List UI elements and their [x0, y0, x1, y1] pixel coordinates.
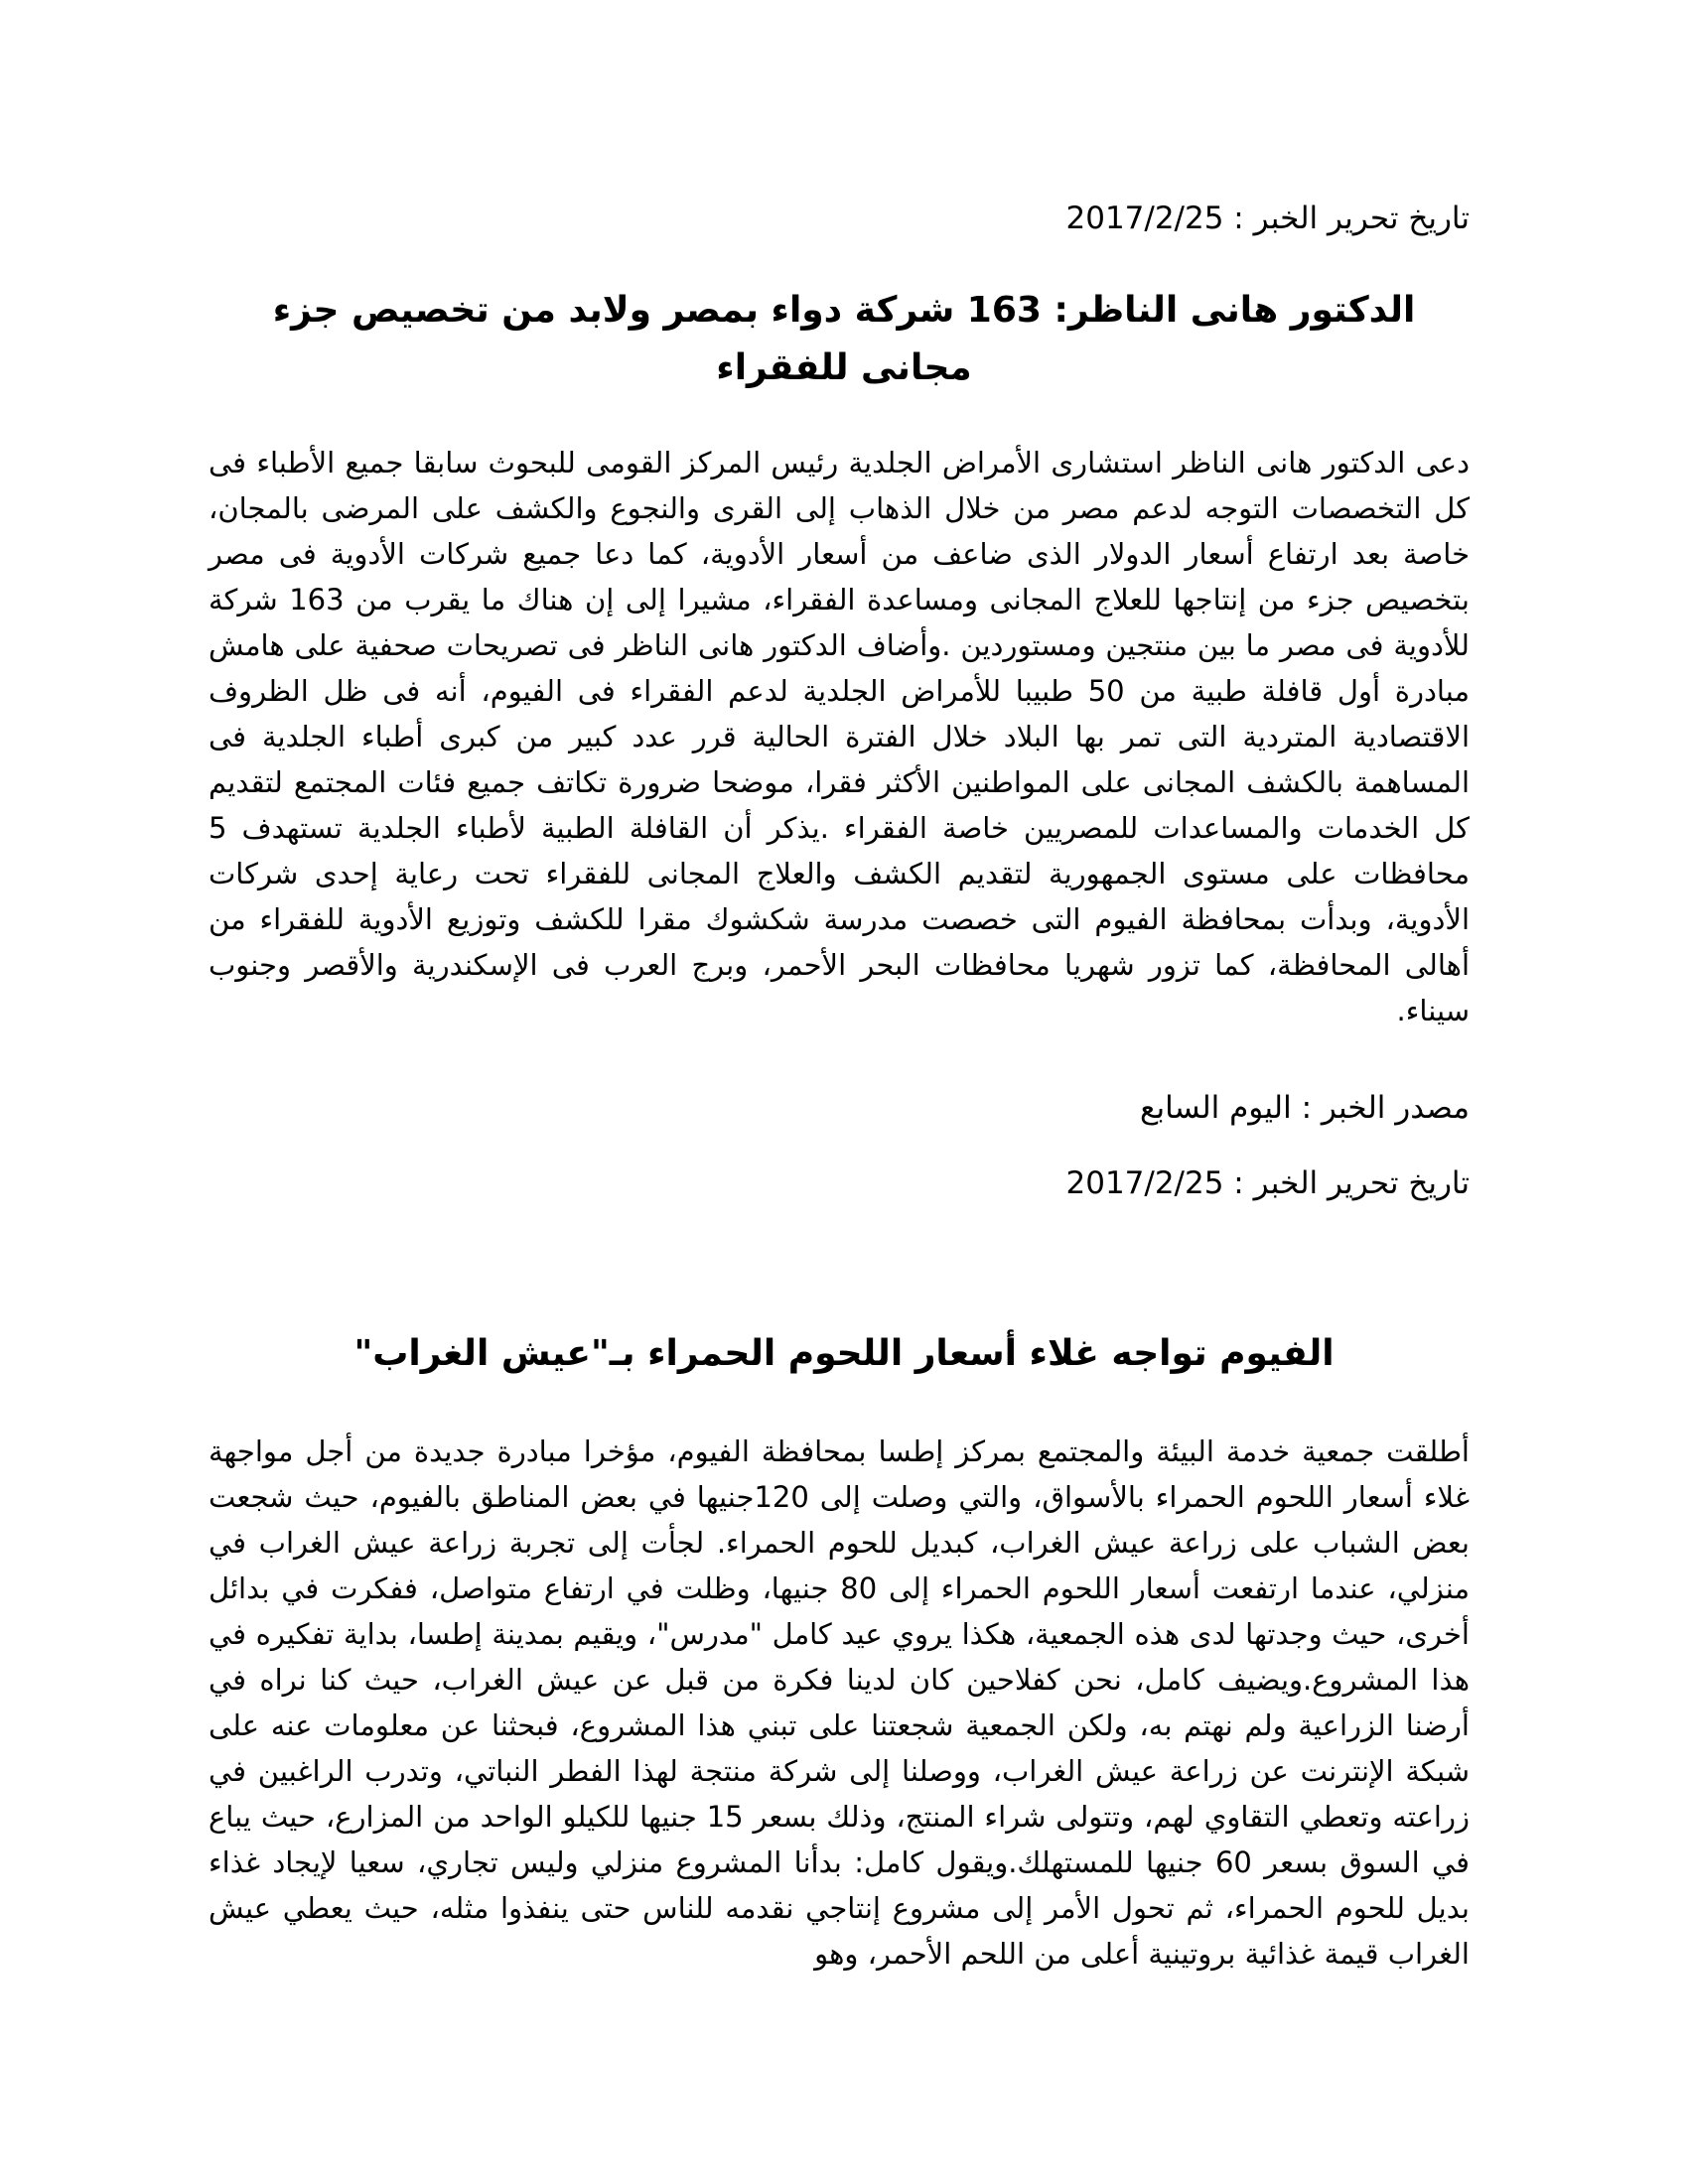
article1-source-line: مصدر الخبر : اليوم السابع — [1139, 1090, 1470, 1126]
article2-body: أطلقت جمعية خدمة البيئة والمجتمع بمركز إطسا بمحافظة الفيوم، مؤخرا مبادرة جديدة من أجل مواجهة غلاء أسعار اللحوم الحمراء بالأسواق، والتي وصلت إلى 120جنيها في بعض المناطق بالفيوم، حيث شجعت بعض الشباب على زراعة عيش الغراب، كبديل للحوم الحمراء. لجأت إلى تجربة زراعة عيش الغراب في منزلي، عندما ارتفعت أسعار اللحوم الحمراء إلى 80 جنيها، وظلت في ارتفاع متواصل، ففكرت في بدائل أخرى، حيث وجدتها لدى هذه الجمعية، هكذا يروي عيد كامل "مدرس"، ويقيم بمدينة إطسا، بداية تفكيره في هذا المشروع.ويضيف كامل، نحن كفلاحين كان لدينا فكرة من قبل عن عيش الغراب، حيث كنا نراه في أرضنا الزراعية ولم نهتم به، ولكن الجمعية شجعتنا على تبني هذا المشروع، فبحثنا عن معلومات عنه على شبكة الإنترنت عن زراعة عيش الغراب، ووصلنا إلى شركة منتجة لهذا الفطر النباتي، وتدرب الراغبين في زراعته وتعطي التقاوي لهم، وتتولى شراء المنتج، وذلك بسعر 15 جنيها للكيلو الواحد من المزارع، حيث يباع في السوق بسعر 60 جنيها للمستهلك.ويقول كامل: بدأنا المشروع منزلي وليس تجاري، سعيا لإيجاد غذاء بديل للحوم الحمراء، ثم تحول الأمر إلى مشروع إنتاجي نقدمه للناس حتى ينفذوا مثله، حيث يعطي عيش الغراب قيمة غذائية بروتينية أعلى من اللحم الأحمر، وهو — [209, 1434, 1470, 1971]
article1-title: الدكتور هانى الناظر: 163 شركة دواء بمصر ولابد من تخصيص جزء مجانى للفقراء — [272, 290, 1416, 388]
article2-title: الفيوم تواجه غلاء أسعار اللحوم الحمراء بـ"عيش الغراب" — [353, 1333, 1335, 1374]
article1-body: دعى الدكتور هانى الناظر استشارى الأمراض الجلدية رئيس المركز القومى للبحوث سابقا جميع الأطباء فى كل التخصصات التوجه لدعم مصر من خلال الذهاب إلى القرى والنجوع والكشف على المرضى بالمجان، خاصة بعد ارتفاع أسعار الدولار الذى ضاعف من أسعار الأدوية، كما دعا جميع شركات الأدوية فى مصر بتخصيص جزء من إنتاجها للعلاج المجانى ومساعدة الفقراء، مشيرا إلى إن هناك ما يقرب من 163 شركة للأدوية فى مصر ما بين منتجين ومستوردين .وأضاف الدكتور هانى الناظر فى تصريحات صحفية على هامش مبادرة أول قافلة طبية من 50 طبيبا للأمراض الجلدية لدعم الفقراء فى الفيوم، أنه فى ظل الظروف الاقتصادية المتردية التى تمر بها البلاد خلال الفترة الحالية قرر عدد كبير من كبرى أطباء الجلدية فى المساهمة بالكشف المجانى على المواطنين الأكثر فقرا، موضحا ضرورة تكاتف جميع فئات المجتمع لتقديم كل الخدمات والمساعدات للمصريين خاصة الفقراء .يذكر أن القافلة الطبية لأطباء الجلدية تستهدف 5 محافظات على مستوى الجمهورية لتقديم الكشف والعلاج المجانى للفقراء تحت رعاية إحدى شركات الأدوية، وبدأت بمحافظة الفيوم التى خصصت مدرسة شكشوك مقرا للكشف وتوزيع الأدوية للفقراء من أهالى المحافظة، كما تزور شهريا محافظات البحر الأحمر، وبرج العرب فى الإسكندرية والأقصر وجنوب سيناء. — [209, 446, 1471, 1027]
article2-date-line: تاريخ تحرير الخبر : 2017/2/25 — [1065, 1165, 1470, 1201]
article1-date-line: تاريخ تحرير الخبر : 2017/2/25 — [1065, 201, 1470, 236]
